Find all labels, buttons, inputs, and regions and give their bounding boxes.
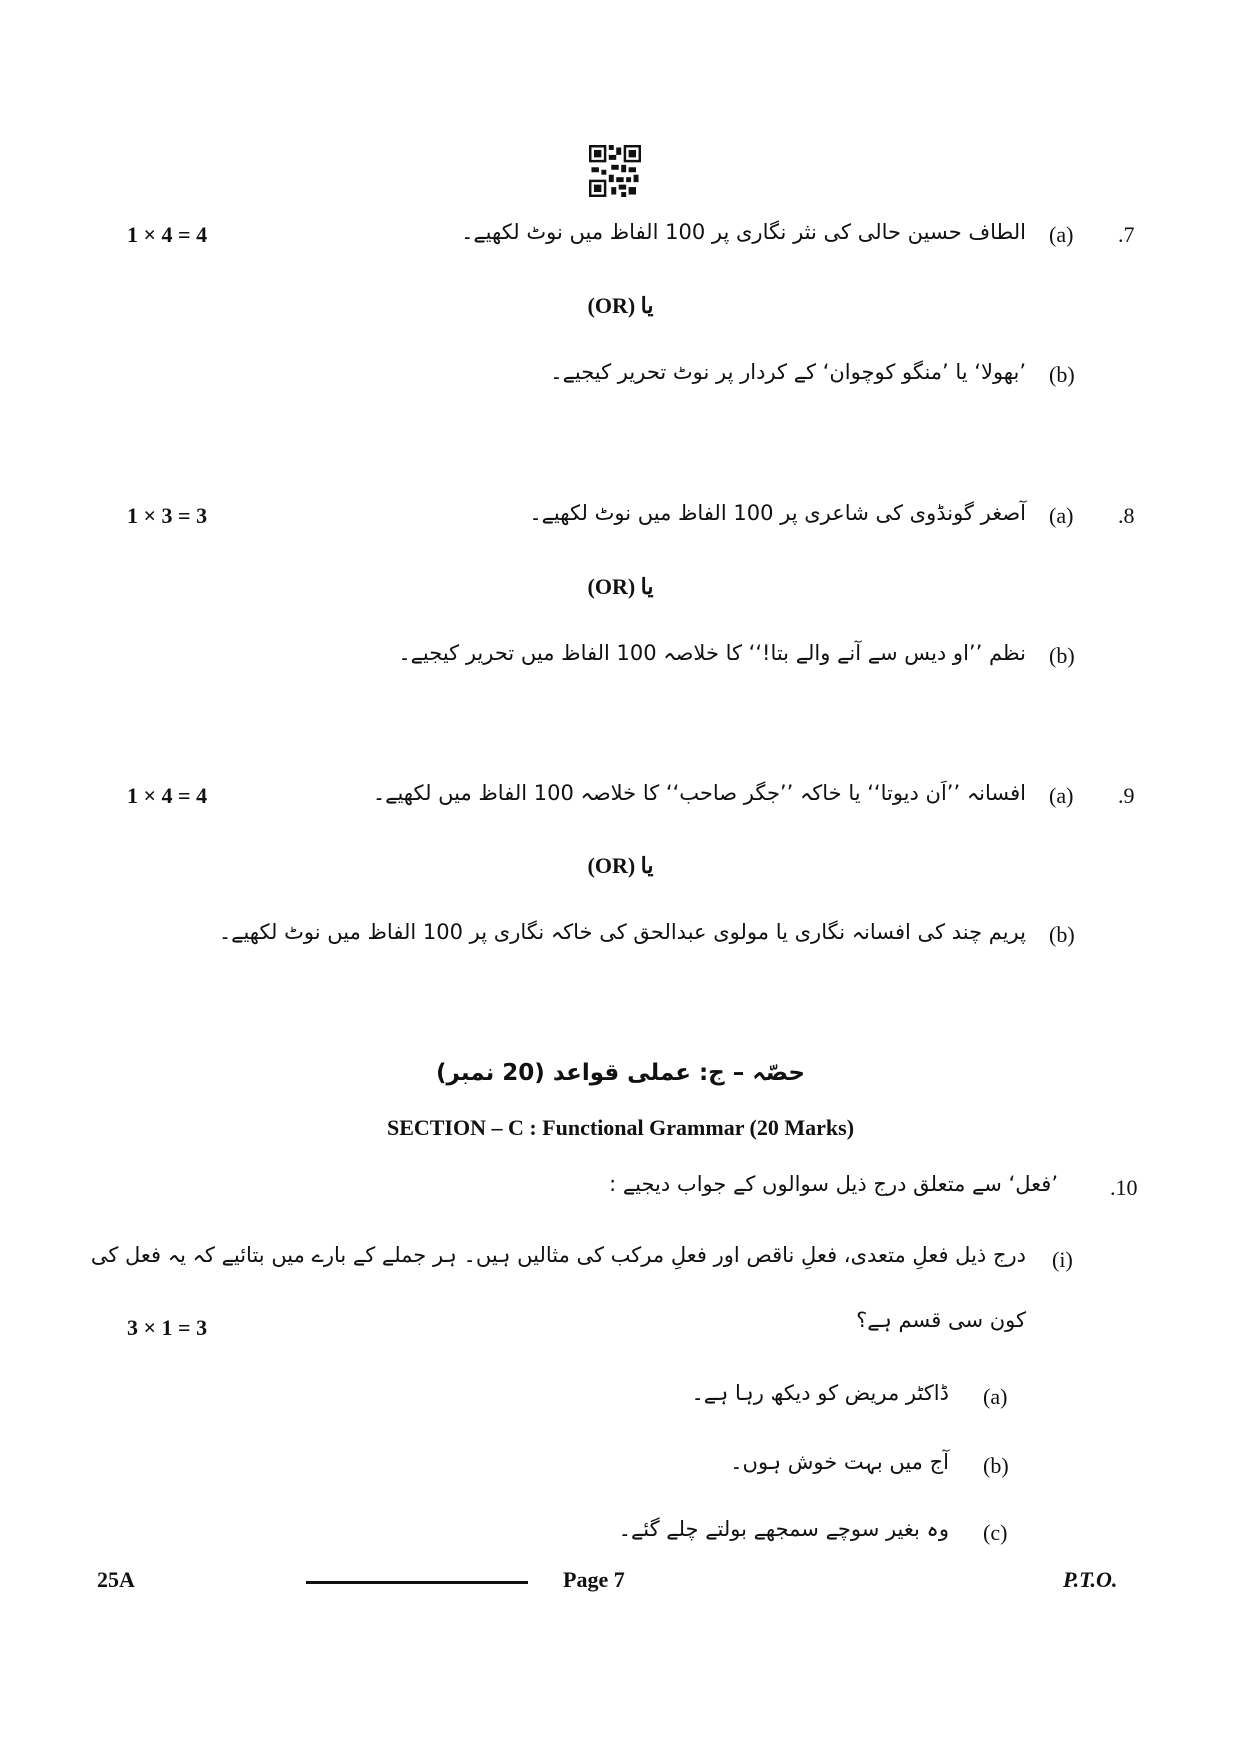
section-c-urdu-title: حصّہ – ج: عملی قواعد (20 نمبر) xyxy=(436,1060,805,1086)
q10-i-label: (i) xyxy=(1052,1247,1073,1272)
q9a-label: (a) xyxy=(1049,783,1074,808)
q9-number: .9 xyxy=(1118,783,1135,808)
q9-or: (OR) یا xyxy=(587,853,654,878)
q8b-text: نظم ’’او دیس سے آنے والے بتا!‘‘ کا خلاصہ 100 الفاظ میں تحریر کیجیے۔ xyxy=(398,641,1026,665)
q7a-label: (a) xyxy=(1049,222,1074,247)
q10-i-text-line1: درج ذیل فعلِ متعدی، فعلِ ناقص اور فعلِ مرکب کی مثالیں ہیں۔ ہر جملے کے بارے میں بتائیے کہ یہ فعل کی xyxy=(90,1243,1026,1267)
q10-item-a-text: ڈاکٹر مریض کو دیکھ رہا ہے۔ xyxy=(691,1381,949,1405)
q8b-label: (b) xyxy=(1049,643,1075,668)
q8-marks: 1 × 3 = 3 xyxy=(127,503,208,528)
footer-paper-code: 25A xyxy=(97,1567,135,1592)
q10-intro: ’فعل‘ سے متعلق درج ذیل سوالوں کے جواب دیجیے : xyxy=(609,1172,1058,1196)
q9a-text: افسانہ ’’اَن دیوتا‘‘ یا خاکہ ’’جگر صاحب‘‘ کا خلاصہ 100 الفاظ میں لکھیے۔ xyxy=(372,781,1026,805)
q9b-text: پریم چند کی افسانہ نگاری یا مولوی عبدالحق کی خاکہ نگاری پر 100 الفاظ میں نوٹ لکھیے۔ xyxy=(218,920,1026,944)
q10-item-c-text: وہ بغیر سوچے سمجھے بولتے چلے گئے۔ xyxy=(618,1517,949,1541)
footer-page-number: Page 7 xyxy=(563,1567,625,1592)
q9b-label: (b) xyxy=(1049,922,1075,947)
footer-rule xyxy=(306,1581,528,1584)
q7b-text: ’بھولا‘ یا ’منگو کوچوان‘ کے کردار پر نوٹ تحریر کیجیے۔ xyxy=(550,360,1026,384)
q10-item-b-text: آج میں بہت خوش ہوں۔ xyxy=(730,1450,949,1474)
q10-item-c-label: (c) xyxy=(983,1520,1008,1545)
q10-number: .10 xyxy=(1110,1175,1138,1200)
q8-or: (OR) یا xyxy=(587,574,654,599)
q10-item-b-label: (b) xyxy=(983,1453,1009,1478)
q9-marks: 1 × 4 = 4 xyxy=(127,783,208,808)
q10-i-marks: 3 × 1 = 3 xyxy=(127,1315,208,1340)
section-c-english-title: SECTION – C : Functional Grammar (20 Marks) xyxy=(386,1115,855,1140)
footer-pto: P.T.O. xyxy=(1063,1567,1118,1592)
q7-number: .7 xyxy=(1118,222,1135,247)
qr-code-image xyxy=(588,145,642,197)
q8a-label: (a) xyxy=(1049,503,1074,528)
q8a-text: آصغر گونڈوی کی شاعری پر 100 الفاظ میں نوٹ لکھیے۔ xyxy=(529,501,1026,525)
q7-marks: 1 × 4 = 4 xyxy=(127,222,208,247)
q7b-label: (b) xyxy=(1049,362,1075,387)
q7-or: (OR) یا xyxy=(587,293,654,318)
q8-number: .8 xyxy=(1118,503,1135,528)
q10-item-a-label: (a) xyxy=(983,1384,1008,1409)
q10-i-text-line2: کون سی قسم ہے؟ xyxy=(856,1308,1026,1332)
q7a-text: الطاف حسین حالی کی نثر نگاری پر 100 الفاظ میں نوٹ لکھیے۔ xyxy=(461,220,1026,244)
